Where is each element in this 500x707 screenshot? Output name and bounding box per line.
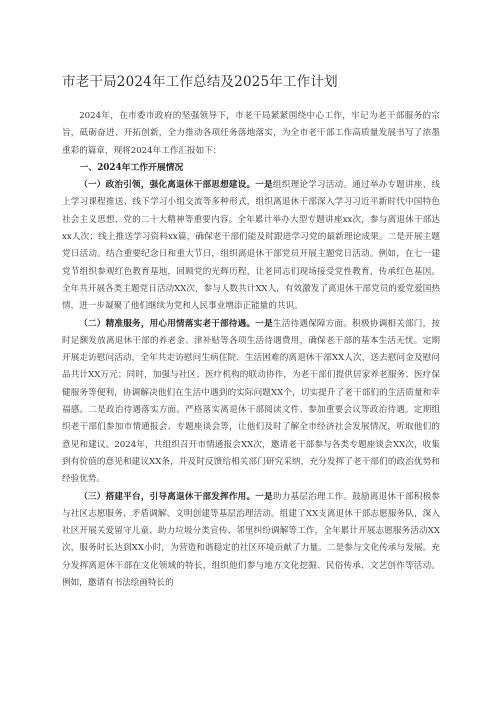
item1-lead: （一）政治引领，强化离退休干部思想建设。一是 xyxy=(79,180,273,191)
item2-paragraph xyxy=(62,316,440,489)
section-heading: 一、2024年工作开展情况 xyxy=(79,162,184,173)
item3-lead: （三）搭建平台，引导离退休干部发挥作用。一是 xyxy=(79,491,273,502)
document-title: 市老干局2024年工作总结及2025年工作计划 xyxy=(62,74,338,90)
item2-text: 生活待遇保障方面。积极协调相关部门，按时足额发放离退休干部的养老金、津补贴等各项生活待遇费用，确保老干部的基本生活无忧。定期开展走访慰问活动，全年共走访慰问生病住院、生活困难的离退休干部XX人次，送去慰问金及慰问品共计XX万元；同时，加强与社区、医疗机构的联动协作，为老干部们提供居家养老服务、医疗保健服务等便利，协调解决他们在生活中遇到的实际问题XX个，切实提升了老干部们的生活质量和幸福感。二是政治待遇落实方面。严格落实离退休干部阅读文件、参加重要会议等政治待遇。定期组织老干部们参加市情通报会、专题座谈会等，让他们及时了解全市经济社会发展情况，听取他们的意见和建议。2024年，共组织召开市情通报会XX次，邀请老干部参与各类专题座谈会XX次，收集到有价值的意见和建议XX条，并及时反馈给相关部门研究采纳，充分发挥了老干部们的政治优势和经验优势。 xyxy=(62,318,440,485)
intro-paragraph: 2024年，在市委市政府的坚强领导下，市老干局紧紧围绕中心工作，牢记为老干部服务的宗旨，砥砺奋进、开拓创新，全力推动各项任务落地落实，为全市老干部工作高质量发展书写了浓墨重彩的篇章，现将2024年工作汇报如下： xyxy=(62,111,440,156)
item3-text: 助力基层治理工作。鼓励离退休干部积极参与社区志愿服务、矛盾调解、文明创建等基层治理活动。组建了XX支离退休干部志愿服务队，深入社区开展关爱留守儿童、助力垃圾分类宣传、邻里纠纷调解等工作，全年累计开展志愿服务活动XX次，服务时长达到XX小时，为营造和谐稳定的社区环境贡献了力量。二是参与文化传承与发展。充分发挥离退休干部在文化领域的特长，组织他们参与地方文化挖掘、民俗传承、文艺创作等活动。例如，邀请有书法绘画特长的 xyxy=(62,491,440,589)
item3-paragraph xyxy=(62,489,440,593)
item1-text: 组织理论学习活动。通过举办专题讲座、线上学习课程推送、线下学习小组交流等多种形式，组织离退休干部深入学习习近平新时代中国特色社会主义思想、党的二十大精神等重要内容。全年累计举办大型专题讲座xx次，参与离退休干部达xx人次；线上推送学习资料xx篇，确保老干部们能及时跟进学习党的最新理论成果。二是开展主题党日活动。结合重要纪念日和重大节日，组织离退休干部党员开展主题党日活动。例如，在七一建党节组织参观红色教育基地，回顾党的光辉历程，让老同志们现场接受党性教育，传承红色基因。全年共开展各类主题党日活动XX次，参与人数共计XX人，有效激发了离退休干部党员的爱党爱国热情，进一步凝聚了他们继续为党和人民事业增添正能量的共识。 xyxy=(62,180,440,312)
item1-paragraph xyxy=(62,177,440,315)
item2-lead: （二）精准服务，用心用情落实老干部待遇。一是 xyxy=(79,318,273,329)
